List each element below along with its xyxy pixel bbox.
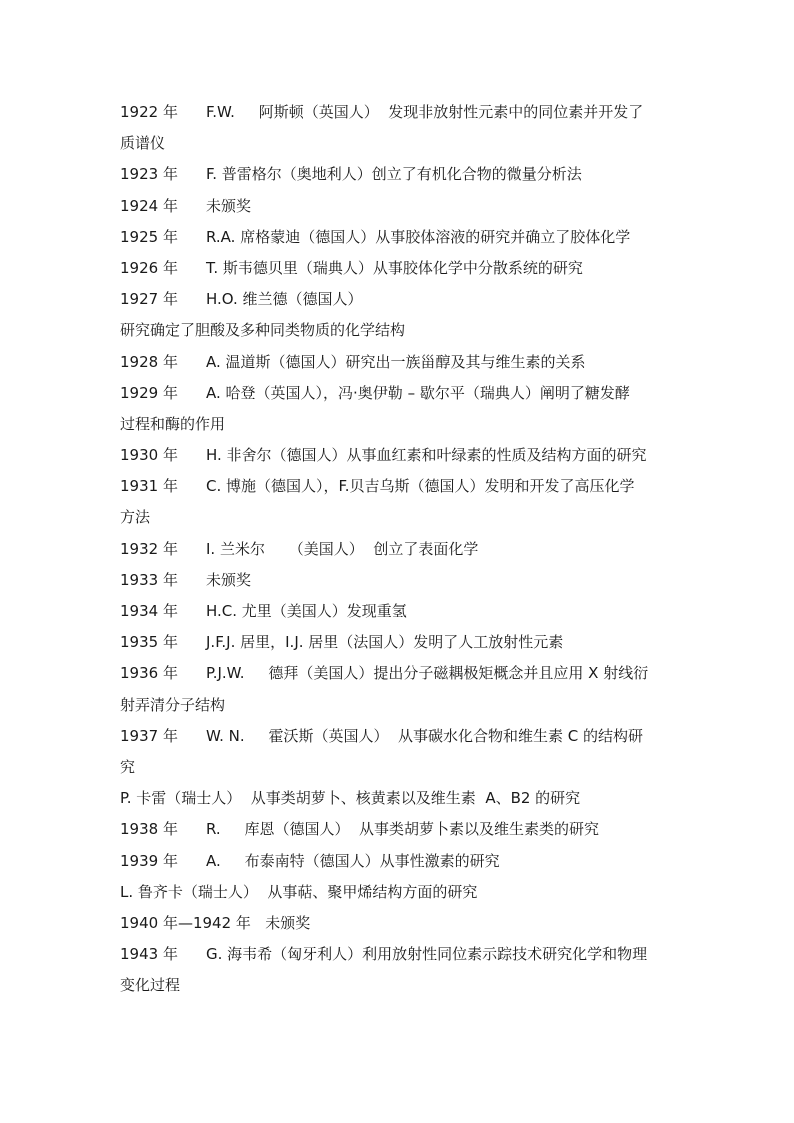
text-line — [120, 814, 680, 845]
line-text: A. 布泰南特（德国人）从事性激素的研究 — [206, 851, 500, 870]
line-text: A. 哈登（英国人），冯·奥伊勒 – 歇尔平（瑞典人）阐明了糖发酵 — [206, 383, 630, 402]
line-text: F. 普雷格尔（奥地利人）创立了有机化合物的微量分析法 — [206, 165, 582, 184]
text-line — [120, 939, 680, 970]
nobel-chemistry-list — [120, 97, 680, 1001]
year-label: 1927 年 — [120, 290, 178, 309]
year-label: 1933 年 — [120, 570, 178, 589]
line-text: H. 非舍尔（德国人）从事血红素和叶绿素的性质及结构方面的研究 — [206, 446, 647, 465]
line-text: C. 博施（德国人），F.贝吉乌斯（德国人）发明和开发了高压化学 — [206, 477, 635, 496]
year-label: 1928 年 — [120, 352, 178, 371]
line-text: 究 — [120, 757, 136, 776]
text-line — [120, 877, 680, 908]
line-text: 变化过程 — [120, 976, 181, 995]
year-label: 1935 年 — [120, 633, 178, 652]
text-line — [120, 97, 680, 128]
text-line — [120, 627, 680, 658]
line-text: R.A. 席格蒙迪（德国人）从事胶体溶液的研究并确立了胶体化学 — [206, 227, 631, 246]
line-text: 未颁奖 — [206, 196, 252, 215]
year-label: 1925 年 — [120, 227, 178, 246]
text-line — [120, 347, 680, 378]
line-text: R. 库恩（德国人） 从事类胡萝卜素以及维生素类的研究 — [206, 820, 600, 839]
text-line — [120, 658, 680, 689]
line-text: P. 卡雷（瑞士人） 从事类胡萝卜、核黄素以及维生素 A、B2 的研究 — [120, 789, 581, 808]
text-line — [120, 315, 680, 346]
text-line — [120, 534, 680, 565]
year-label: 1923 年 — [120, 165, 178, 184]
line-text: T. 斯韦德贝里（瑞典人）从事胶体化学中分散系统的研究 — [206, 258, 583, 277]
line-text: G. 海韦希（匈牙利人）利用放射性同位素示踪技术研究化学和物理 — [206, 945, 648, 964]
text-line — [120, 783, 680, 814]
line-text: J.F.J. 居里，I.J. 居里（法国人）发明了人工放射性元素 — [206, 633, 564, 652]
text-line — [120, 721, 680, 752]
line-text: H.O. 维兰德（德国人） — [206, 290, 363, 309]
year-label: 1943 年 — [120, 945, 178, 964]
line-text: 过程和酶的作用 — [120, 414, 226, 433]
year-label: 1922 年 — [120, 103, 178, 121]
line-text: 质谱仪 — [120, 134, 166, 153]
year-label: 1938 年 — [120, 820, 178, 839]
text-line — [120, 253, 680, 284]
text-line — [120, 970, 680, 1001]
line-text: 方法 — [120, 508, 151, 527]
year-label: 1934 年 — [120, 602, 178, 620]
line-text: I. 兰米尔 （美国人） 创立了表面化学 — [206, 539, 479, 558]
year-label: 1930 年 — [120, 446, 178, 465]
line-text: H.C. 尤里（美国人）发现重氢 — [206, 602, 407, 620]
text-line — [120, 284, 680, 315]
text-line — [120, 752, 680, 783]
text-line — [120, 191, 680, 222]
line-text: F.W. 阿斯顿（英国人） 发现非放射性元素中的同位素并开发了 — [206, 103, 644, 121]
year-label: 1936 年 — [120, 664, 178, 683]
year-label: 1932 年 — [120, 539, 178, 558]
text-line — [120, 690, 680, 721]
text-line — [120, 846, 680, 877]
line-text: W. N. 霍沃斯（英国人） 从事碳水化合物和维生素 C 的结构研 — [206, 726, 644, 745]
text-line — [120, 159, 680, 190]
text-line — [120, 409, 680, 440]
line-text: 射弄清分子结构 — [120, 695, 226, 714]
line-text: P.J.W. 德拜（美国人）提出分子磁耦极矩概念并且应用 X 射线衍 — [206, 664, 649, 683]
line-text: 1940 年—1942 年 未颁奖 — [120, 913, 311, 932]
line-text: L. 鲁齐卡（瑞士人） 从事萜、聚甲烯结构方面的研究 — [120, 882, 478, 901]
year-label: 1939 年 — [120, 851, 178, 870]
year-label: 1926 年 — [120, 258, 178, 277]
text-line — [120, 596, 680, 627]
text-line — [120, 502, 680, 533]
line-text: 研究确定了胆酸及多种同类物质的化学结构 — [120, 321, 406, 340]
year-label: 1931 年 — [120, 477, 178, 496]
text-line — [120, 565, 680, 596]
line-text: 未颁奖 — [206, 570, 252, 589]
year-label: 1929 年 — [120, 383, 178, 402]
text-line — [120, 378, 680, 409]
year-label: 1937 年 — [120, 726, 178, 745]
line-text: A. 温道斯（德国人）研究出一族甾醇及其与维生素的关系 — [206, 352, 586, 371]
year-label: 1924 年 — [120, 196, 178, 215]
text-line — [120, 908, 680, 939]
text-line — [120, 222, 680, 253]
text-line — [120, 471, 680, 502]
text-line — [120, 440, 680, 471]
text-line — [120, 128, 680, 159]
